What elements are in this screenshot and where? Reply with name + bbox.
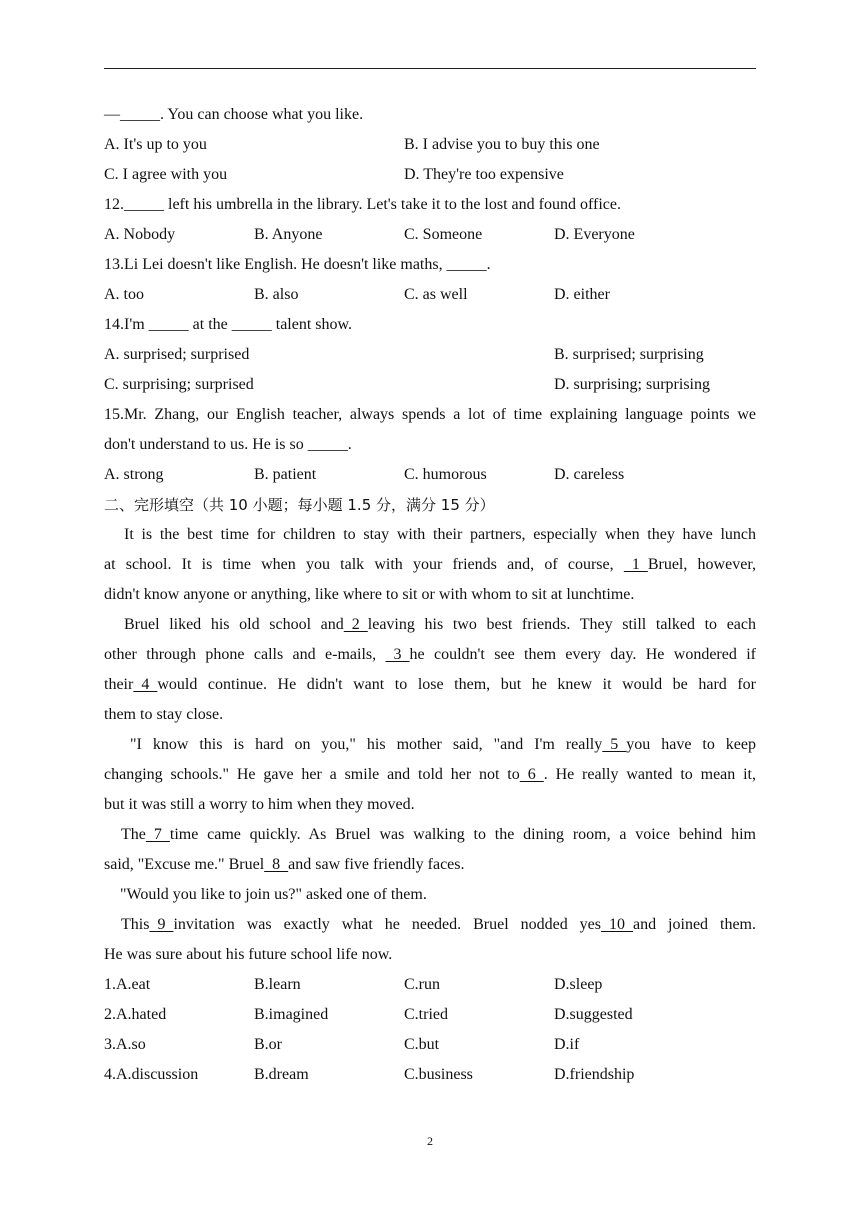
cloze-3-option-d[interactable]: D.if bbox=[554, 1036, 580, 1053]
q11-options-row2 bbox=[104, 160, 756, 190]
passage-p2-line3 bbox=[104, 670, 756, 700]
passage-text: This bbox=[121, 916, 150, 933]
passage-text: at school. It is time when you talk with your friends and, of course, bbox=[104, 556, 614, 573]
cloze-options-3 bbox=[104, 1030, 756, 1060]
q11-stem: —_____. You can choose what you like. bbox=[104, 106, 364, 123]
cloze-1-option-c[interactable]: C.run bbox=[404, 976, 440, 993]
q11-options-row1 bbox=[104, 130, 756, 160]
header-rule bbox=[104, 68, 756, 69]
q14-stem: 14.I'm _____ at the _____ talent show. bbox=[104, 316, 353, 333]
q13-option-b[interactable]: B. also bbox=[254, 286, 299, 303]
passage-p4-line1 bbox=[104, 820, 756, 850]
passage-p1-line1: It is the best time for children to stay with their partners, especially when they have lunch bbox=[124, 526, 756, 543]
passage-text: said, "Excuse me." Bruel bbox=[104, 856, 265, 873]
q14-option-b[interactable]: B. surprised; surprising bbox=[554, 346, 704, 363]
page-number: 2 bbox=[427, 1134, 433, 1148]
passage-text: their bbox=[104, 676, 134, 693]
blank-7: 7 bbox=[145, 826, 170, 843]
cloze-4-option-d[interactable]: D.friendship bbox=[554, 1066, 635, 1083]
cloze-2-option-c[interactable]: C.tried bbox=[404, 1006, 448, 1023]
passage-text: you have to keep bbox=[626, 736, 757, 753]
passage-p2-line1 bbox=[104, 610, 756, 640]
q15-stem-line2: don't understand to us. He is so _____. bbox=[104, 436, 352, 453]
passage-text: leaving his two best friends. They still talked to each bbox=[367, 616, 757, 633]
cloze-2-option-a[interactable]: 2.A.hated bbox=[104, 1006, 167, 1023]
q15-option-a[interactable]: A. strong bbox=[104, 466, 164, 483]
passage-text: The bbox=[121, 826, 146, 843]
passage-p2-line2 bbox=[104, 640, 756, 670]
blank-3: 3 bbox=[385, 646, 410, 663]
q15-option-d[interactable]: D. careless bbox=[554, 466, 625, 483]
q15-options bbox=[104, 460, 756, 490]
cloze-4-option-c[interactable]: C.business bbox=[404, 1066, 473, 1083]
passage-text: he couldn't see them every day. He wondered if bbox=[409, 646, 757, 663]
passage-text: . He really wanted to mean it, bbox=[543, 766, 757, 783]
passage-text: time came quickly. As Bruel was walking to the dining room, a voice behind him bbox=[169, 826, 756, 843]
q14-options-row1 bbox=[104, 340, 756, 370]
blank-8: 8 bbox=[264, 856, 289, 873]
passage-p5: "Would you like to join us?" asked one of them. bbox=[120, 886, 427, 903]
blank-1: 1 bbox=[623, 556, 648, 573]
q11-option-c[interactable]: C. I agree with you bbox=[104, 166, 228, 183]
blank-6: 6 bbox=[519, 766, 544, 783]
passage-p3-line1 bbox=[104, 730, 756, 760]
page-content bbox=[104, 100, 756, 1090]
q14-options-row2 bbox=[104, 370, 756, 400]
q11-option-a[interactable]: A. It's up to you bbox=[104, 136, 207, 153]
passage-p2-line4: them to stay close. bbox=[104, 706, 224, 723]
passage-text: and saw five friendly faces. bbox=[288, 856, 465, 873]
cloze-2-option-d[interactable]: D.suggested bbox=[554, 1006, 633, 1023]
q11-option-b[interactable]: B. I advise you to buy this one bbox=[404, 136, 600, 153]
q14-option-d[interactable]: D. surprising; surprising bbox=[554, 376, 710, 393]
section-title: 二、完形填空（共 10 小题；每小题 1.5 分，满分 15 分） bbox=[104, 496, 495, 514]
q14-option-a[interactable]: A. surprised; surprised bbox=[104, 346, 250, 363]
q15-stem-line1: 15.Mr. Zhang, our English teacher, always spends a lot of time explaining language points we bbox=[104, 406, 756, 423]
blank-2: 2 bbox=[343, 616, 368, 633]
passage-text: changing schools." He gave her a smile and told her not to bbox=[104, 766, 520, 783]
cloze-4-option-a[interactable]: 4.A.discussion bbox=[104, 1066, 199, 1083]
q15-option-c[interactable]: C. humorous bbox=[404, 466, 487, 483]
q12-options bbox=[104, 220, 756, 250]
passage-p6-line2: He was sure about his future school life now. bbox=[104, 946, 393, 963]
passage-text: Bruel liked his old school and bbox=[124, 616, 344, 633]
cloze-1-option-a[interactable]: 1.A.eat bbox=[104, 976, 151, 993]
cloze-1-option-d[interactable]: D.sleep bbox=[554, 976, 603, 993]
q13-option-c[interactable]: C. as well bbox=[404, 286, 468, 303]
q13-option-a[interactable]: A. too bbox=[104, 286, 144, 303]
cloze-4-option-b[interactable]: B.dream bbox=[254, 1066, 309, 1083]
q12-stem: 12._____ left his umbrella in the library. Let's take it to the lost and found office. bbox=[104, 196, 621, 213]
cloze-options-2 bbox=[104, 1000, 756, 1030]
passage-text: "I know this is hard on you," his mother said, "and I'm really bbox=[130, 736, 603, 753]
passage-p3-line3: but it was still a worry to him when they moved. bbox=[104, 796, 415, 813]
q14-option-c[interactable]: C. surprising; surprised bbox=[104, 376, 254, 393]
passage-p4-line2 bbox=[104, 850, 756, 880]
cloze-1-option-b[interactable]: B.learn bbox=[254, 976, 301, 993]
passage-text: would continue. He didn't want to lose them, but he knew it would be hard for bbox=[157, 676, 756, 693]
blank-5: 5 bbox=[602, 736, 627, 753]
passage-text: other through phone calls and e-mails, bbox=[104, 646, 377, 663]
passage-text: and joined them. bbox=[633, 916, 756, 933]
cloze-options-4 bbox=[104, 1060, 756, 1090]
q13-option-d[interactable]: D. either bbox=[554, 286, 610, 303]
passage-text: Bruel, however, bbox=[647, 556, 757, 573]
q12-option-d[interactable]: D. Everyone bbox=[554, 226, 635, 243]
passage-p6-line1 bbox=[104, 910, 756, 940]
cloze-3-option-c[interactable]: C.but bbox=[404, 1036, 440, 1053]
q12-option-a[interactable]: A. Nobody bbox=[104, 226, 176, 243]
cloze-2-option-b[interactable]: B.imagined bbox=[254, 1006, 329, 1023]
passage-text: invitation was exactly what he needed. Bruel nodded yes bbox=[173, 916, 601, 933]
q13-options bbox=[104, 280, 756, 310]
q15-option-b[interactable]: B. patient bbox=[254, 466, 317, 483]
q13-stem: 13.Li Lei doesn't like English. He doesn't like maths, _____. bbox=[104, 256, 491, 273]
blank-10: 10 bbox=[601, 916, 633, 933]
passage-p3-line2 bbox=[104, 760, 756, 790]
passage-p1-line2 bbox=[104, 550, 756, 580]
blank-4: 4 bbox=[133, 676, 158, 693]
cloze-3-option-b[interactable]: B.or bbox=[254, 1036, 282, 1053]
passage-p1-line3: didn't know anyone or anything, like where to sit or with whom to sit at lunchtime. bbox=[104, 586, 635, 603]
q12-option-c[interactable]: C. Someone bbox=[404, 226, 483, 243]
cloze-options-1 bbox=[104, 970, 756, 1000]
q12-option-b[interactable]: B. Anyone bbox=[254, 226, 323, 243]
q11-option-d[interactable]: D. They're too expensive bbox=[404, 166, 564, 183]
cloze-3-option-a[interactable]: 3.A.so bbox=[104, 1036, 146, 1053]
blank-9: 9 bbox=[149, 916, 174, 933]
